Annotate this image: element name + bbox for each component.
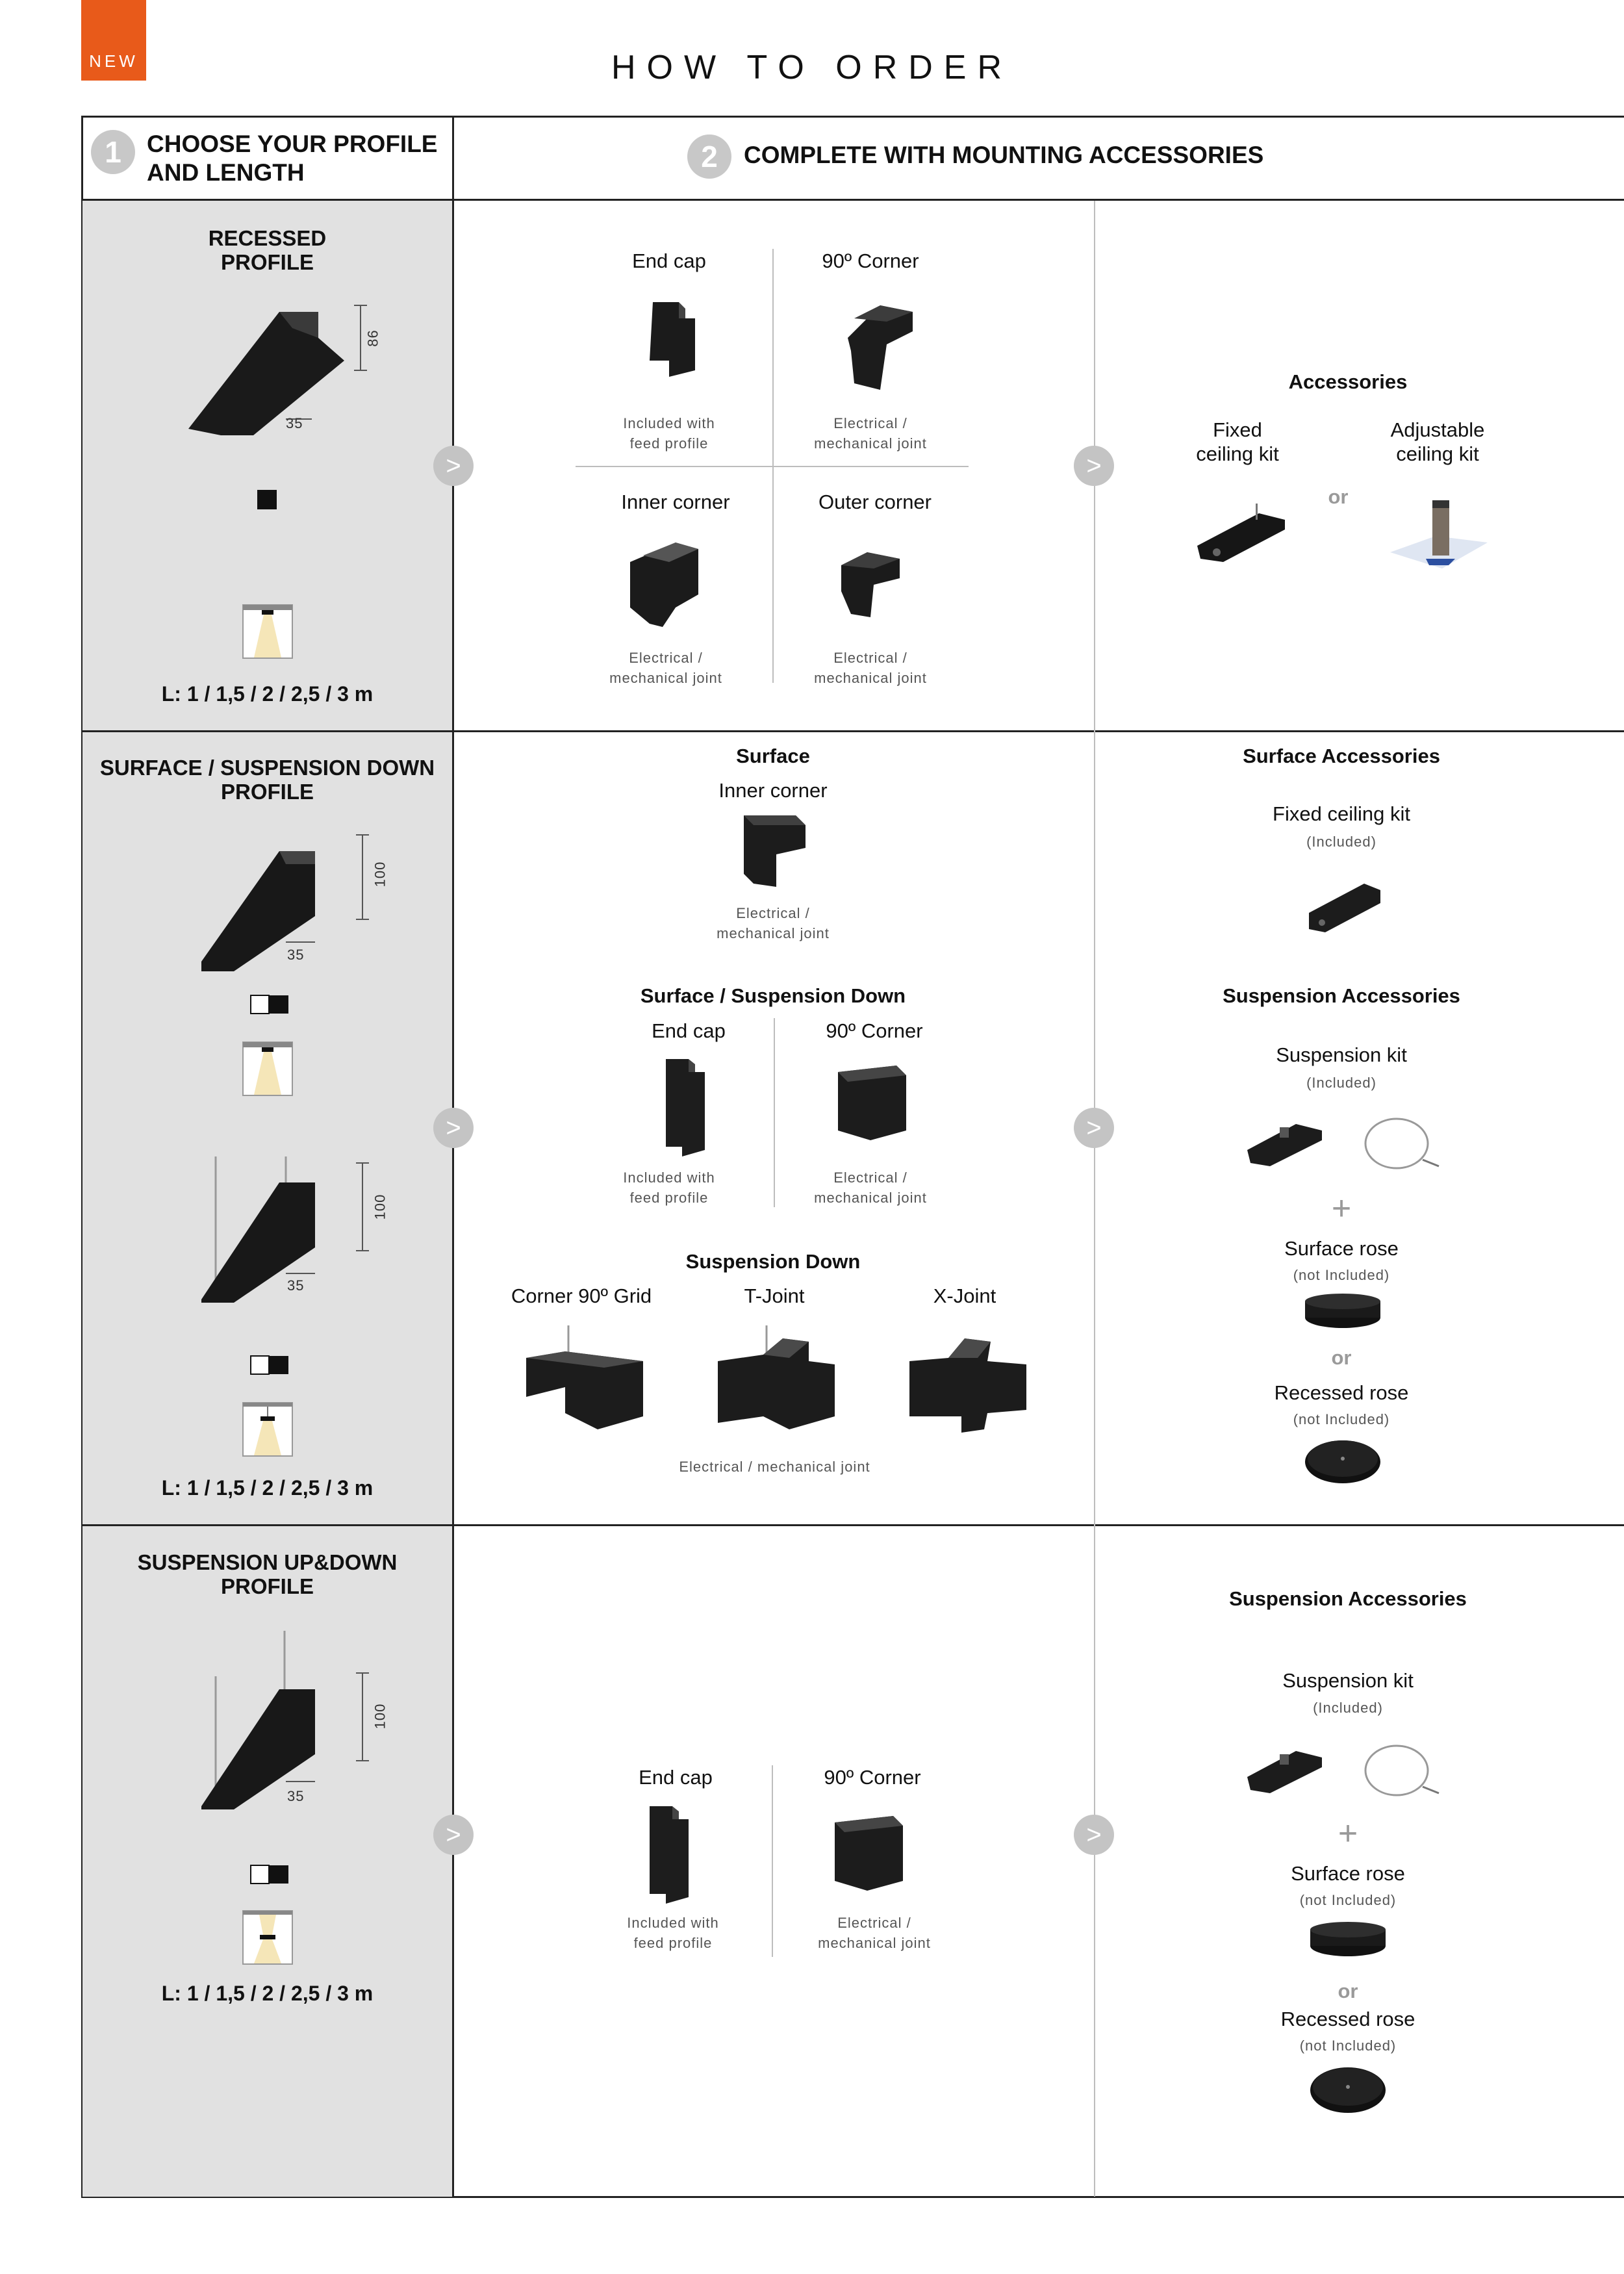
arrow-icon: > (433, 1815, 474, 1855)
arrow-icon: > (433, 446, 474, 486)
surface-inner-corner-icon (737, 809, 812, 890)
white-black-finish-swatch (250, 1865, 289, 1884)
x-joint-label: X-Joint (933, 1284, 996, 1307)
surface-title-line2: PROFILE (220, 780, 314, 804)
step-2-number: 2 (687, 134, 731, 179)
divider (772, 1765, 773, 1957)
updown-profile-drawing (195, 1631, 390, 1813)
recessed-profile-title (82, 226, 452, 274)
up-down-light-beam-icon (242, 1910, 293, 1965)
surface-rose-label: Surface rose (1291, 1862, 1405, 1885)
x-joint-icon (903, 1325, 1033, 1436)
surface-title-line1: SURFACE / SUSPENSION DOWN (99, 756, 435, 780)
note-line: feed profile (629, 435, 709, 452)
accessories-divider (1094, 201, 1095, 2197)
recessed-length: L: 1 / 1,5 / 2 / 2,5 / 3 m (161, 682, 374, 706)
fixed-ceiling-kit-label (1143, 418, 1332, 466)
step-1-title-line1: CHOOSE YOUR PROFILE (147, 131, 438, 157)
surface-rose-icon (1302, 1292, 1384, 1331)
row-divider-1 (81, 730, 1624, 732)
recessed-rose-label: Recessed rose (1274, 1381, 1409, 1404)
recessed-rose-label: Recessed rose (1280, 2008, 1415, 2030)
note-line: Included with (623, 1169, 715, 1186)
recessed-rose-icon (1308, 2063, 1389, 2115)
arrow-icon: > (433, 1108, 474, 1148)
end-cap-note (572, 1168, 767, 1208)
surface-dim-width: 35 (287, 947, 305, 963)
end-cap-note (572, 413, 767, 454)
surface-length: L: 1 / 1,5 / 2 / 2,5 / 3 m (161, 1476, 374, 1500)
note-line: mechanical joint (717, 925, 830, 941)
corner-90-label: 90º Corner (824, 1766, 921, 1789)
outer-corner-icon (835, 546, 906, 624)
note-line: mechanical joint (814, 1190, 927, 1206)
corner-90-note (777, 1913, 972, 1953)
note-line: Electrical / (629, 650, 703, 666)
note-line: feed profile (629, 1190, 709, 1206)
or-separator: or (1338, 1980, 1358, 2002)
corner-90-note (773, 413, 968, 454)
note-line: Electrical / (833, 650, 907, 666)
corner-90-icon (828, 1809, 913, 1897)
column-divider (452, 116, 454, 2198)
included-note: (Included) (1313, 1700, 1383, 1716)
light-beam-icon (242, 1402, 293, 1457)
plus-icon: + (1331, 1190, 1352, 1227)
updown-dim-width: 35 (287, 1788, 305, 1804)
suspension-accessories-title: Suspension Accessories (1229, 1587, 1467, 1610)
suspension-down-section-title: Suspension Down (685, 1250, 861, 1273)
note-line: mechanical joint (814, 435, 927, 452)
corner-grid-label: Corner 90º Grid (511, 1284, 652, 1307)
label-line: Fixed (1213, 418, 1262, 441)
surface-section-title: Surface (736, 745, 810, 767)
corner-90-note (773, 1168, 968, 1208)
end-cap-label: End cap (639, 1766, 713, 1789)
note-line: mechanical joint (814, 670, 927, 686)
t-joint-icon (711, 1325, 841, 1436)
suspension-kit-label: Suspension kit (1282, 1669, 1414, 1692)
end-cap-note (576, 1913, 770, 1953)
inner-corner-label: Inner corner (621, 491, 730, 513)
corner-90-icon (831, 1059, 916, 1147)
new-badge-label: NEW (89, 51, 138, 71)
light-beam-icon (242, 604, 293, 659)
surface-inner-corner-note (650, 903, 896, 943)
end-cap-icon (656, 1053, 715, 1160)
recessed-title-line1: RECESSED (208, 226, 327, 250)
recessed-dim-width: 35 (286, 415, 303, 431)
note-line: Electrical / (736, 905, 810, 921)
suspension-kit-label: Suspension kit (1276, 1043, 1407, 1066)
not-included-note: (not Included) (1293, 1267, 1390, 1283)
fixed-ceiling-kit-label: Fixed ceiling kit (1273, 802, 1410, 825)
corner-grid-icon (520, 1325, 650, 1436)
included-note: (Included) (1306, 834, 1377, 850)
plus-icon: + (1338, 1815, 1358, 1852)
included-note: (Included) (1306, 1075, 1377, 1091)
recessed-rose-icon (1302, 1436, 1384, 1485)
note-line: mechanical joint (609, 670, 722, 686)
updown-title-line2: PROFILE (220, 1574, 314, 1598)
step-2-title: COMPLETE WITH MOUNTING ACCESSORIES (744, 142, 1264, 168)
divider (576, 466, 969, 467)
not-included-note: (not Included) (1299, 1892, 1397, 1908)
updown-dim-height: 100 (372, 1703, 388, 1730)
end-cap-label: End cap (652, 1019, 726, 1042)
note-line: Electrical / (837, 1915, 911, 1931)
suspension-accessories-title: Suspension Accessories (1223, 984, 1460, 1007)
light-beam-icon (242, 1041, 293, 1096)
end-cap-icon (640, 1800, 698, 1907)
inner-corner-note (568, 648, 763, 688)
arrow-icon: > (1074, 446, 1114, 486)
fixed-ceiling-kit-icon (1194, 500, 1291, 565)
note-line: mechanical joint (818, 1935, 931, 1951)
outer-corner-note (773, 648, 968, 688)
or-separator: or (1328, 485, 1349, 508)
adjustable-ceiling-kit-icon (1384, 497, 1494, 572)
surface-dim-height: 100 (372, 861, 388, 888)
note-line: Included with (627, 1915, 719, 1931)
step-1-title (147, 130, 438, 187)
arrow-icon: > (1074, 1108, 1114, 1148)
arrow-icon: > (1074, 1815, 1114, 1855)
surface-rose-icon (1308, 1920, 1389, 1959)
or-separator: or (1331, 1346, 1352, 1369)
white-black-finish-swatch (250, 1355, 289, 1375)
end-cap-icon (643, 296, 702, 383)
not-included-note: (not Included) (1293, 1411, 1390, 1427)
label-line: ceiling kit (1196, 442, 1279, 465)
suspension-wire-icon (1358, 1111, 1442, 1176)
note-line: Included with (623, 415, 715, 431)
suspension-wire-icon (1358, 1738, 1442, 1803)
surface-inner-corner-label: Inner corner (718, 779, 828, 802)
black-finish-swatch (257, 490, 277, 509)
corner-90-label: 90º Corner (826, 1019, 923, 1042)
page-title: HOW TO ORDER (611, 49, 1013, 86)
note-line: Electrical / (833, 1169, 907, 1186)
surface-profile-title (82, 756, 452, 804)
step-1-title-line2: AND LENGTH (147, 159, 305, 186)
inner-corner-icon (624, 536, 708, 630)
t-joint-label: T-Joint (744, 1284, 805, 1307)
corner-90-icon (841, 299, 919, 396)
label-line: Adjustable (1390, 418, 1485, 441)
updown-title-line1: SUSPENSION UP&DOWN (137, 1550, 398, 1574)
suspension-kit-bracket-icon (1244, 1741, 1328, 1800)
suspension-dim-width: 35 (287, 1277, 305, 1294)
not-included-note: (not Included) (1299, 2038, 1397, 2054)
recessed-title-line2: PROFILE (220, 250, 314, 274)
white-black-finish-swatch (250, 995, 289, 1014)
suspension-dim-height: 100 (372, 1194, 388, 1220)
step-1-number: 1 (91, 130, 135, 174)
fixed-ceiling-kit-icon (1306, 877, 1384, 942)
note-line: Electrical / (833, 415, 907, 431)
updown-profile-title (82, 1550, 452, 1598)
suspension-kit-bracket-icon (1244, 1114, 1328, 1173)
updown-length: L: 1 / 1,5 / 2 / 2,5 / 3 m (161, 1982, 374, 2005)
header-divider (81, 199, 1624, 201)
label-line: ceiling kit (1396, 442, 1479, 465)
outer-corner-label: Outer corner (818, 491, 932, 513)
surface-accessories-title: Surface Accessories (1243, 745, 1440, 767)
row-divider-2 (81, 1524, 1624, 1526)
corner-90-label: 90º Corner (822, 249, 919, 272)
adjustable-ceiling-kit-label (1343, 418, 1532, 466)
accessories-title: Accessories (1288, 370, 1408, 393)
surface-rose-label: Surface rose (1284, 1237, 1399, 1260)
recessed-dim-height: 86 (364, 329, 381, 347)
joint-note: Electrical / mechanical joint (679, 1459, 870, 1475)
note-line: feed profile (633, 1935, 713, 1951)
surface-suspension-section-title: Surface / Suspension Down (640, 984, 906, 1007)
end-cap-label: End cap (632, 249, 706, 272)
